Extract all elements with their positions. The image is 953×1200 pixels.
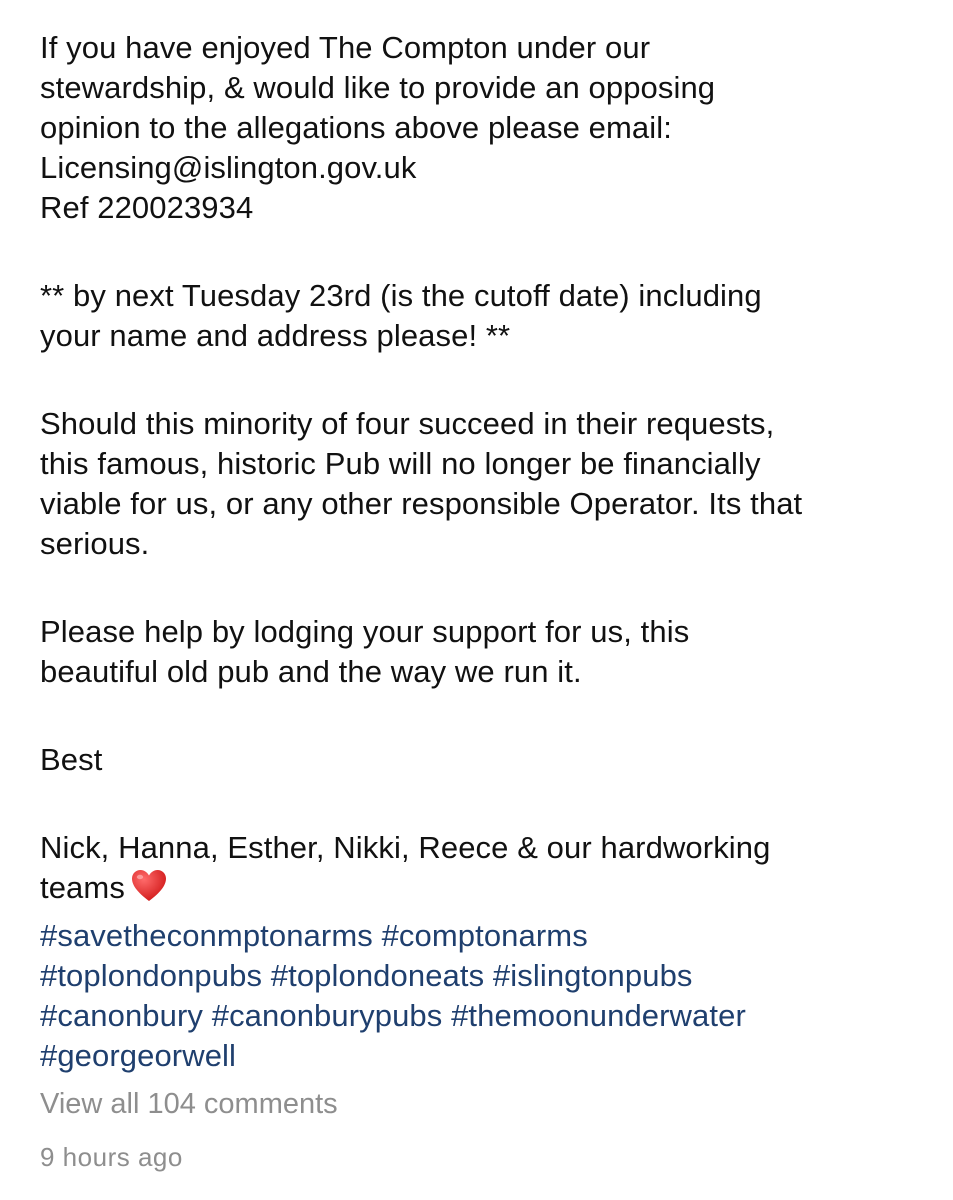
caption-line: viable for us, or any other responsible Operator. Its that bbox=[40, 486, 803, 521]
caption-signature bbox=[40, 828, 930, 908]
post-timestamp: 9 hours ago bbox=[40, 1142, 183, 1172]
hashtag-link[interactable]: #islingtonpubs bbox=[492, 958, 693, 993]
caption-line: Should this minority of four succeed in their requests, bbox=[40, 406, 775, 441]
caption-paragraph-minority bbox=[40, 404, 930, 564]
caption-line: this famous, historic Pub will no longer be financially bbox=[40, 446, 761, 481]
hashtag-link[interactable]: #toplondonpubs bbox=[40, 958, 263, 993]
red-heart-icon bbox=[131, 869, 167, 903]
caption-line: ** by next Tuesday 23rd (is the cutoff date) including bbox=[40, 278, 762, 313]
reference-number: Ref 220023934 bbox=[40, 190, 254, 225]
licensing-email: Licensing@islington.gov.uk bbox=[40, 150, 417, 185]
caption-line: stewardship, & would like to provide an opposing bbox=[40, 70, 716, 105]
signature-line-2 bbox=[40, 868, 930, 908]
hashtag-link[interactable]: #georgeorwell bbox=[40, 1038, 237, 1073]
hashtag-link[interactable]: #savetheconmptonarms bbox=[40, 918, 373, 953]
hashtag-link[interactable]: #canonburypubs bbox=[211, 998, 443, 1033]
hashtag-link[interactable]: #comptonarms bbox=[381, 918, 588, 953]
post-caption bbox=[40, 28, 930, 1076]
caption-paragraph-intro bbox=[40, 28, 930, 228]
caption-signoff: Best bbox=[40, 742, 103, 777]
caption-line: beautiful old pub and the way we run it. bbox=[40, 654, 582, 689]
hashtag-link[interactable]: #toplondoneats bbox=[270, 958, 485, 993]
caption-line: If you have enjoyed The Compton under our bbox=[40, 30, 651, 65]
caption-line: opinion to the allegations above please email: bbox=[40, 110, 672, 145]
caption-paragraph-help bbox=[40, 612, 930, 692]
view-all-comments-link[interactable]: View all 104 comments bbox=[40, 1088, 338, 1120]
hashtag-block bbox=[40, 916, 930, 1076]
signature-teams: teams bbox=[40, 870, 125, 905]
hashtag-link[interactable]: #canonbury bbox=[40, 998, 204, 1033]
hashtag-link[interactable]: #themoonunderwater bbox=[451, 998, 746, 1033]
caption-line: serious. bbox=[40, 526, 150, 561]
caption-line: Please help by lodging your support for us, this bbox=[40, 614, 690, 649]
caption-line: your name and address please! ** bbox=[40, 318, 511, 353]
caption-paragraph-cutoff bbox=[40, 276, 930, 356]
signature-line: Nick, Hanna, Esther, Nikki, Reece & our hardworking bbox=[40, 830, 771, 865]
